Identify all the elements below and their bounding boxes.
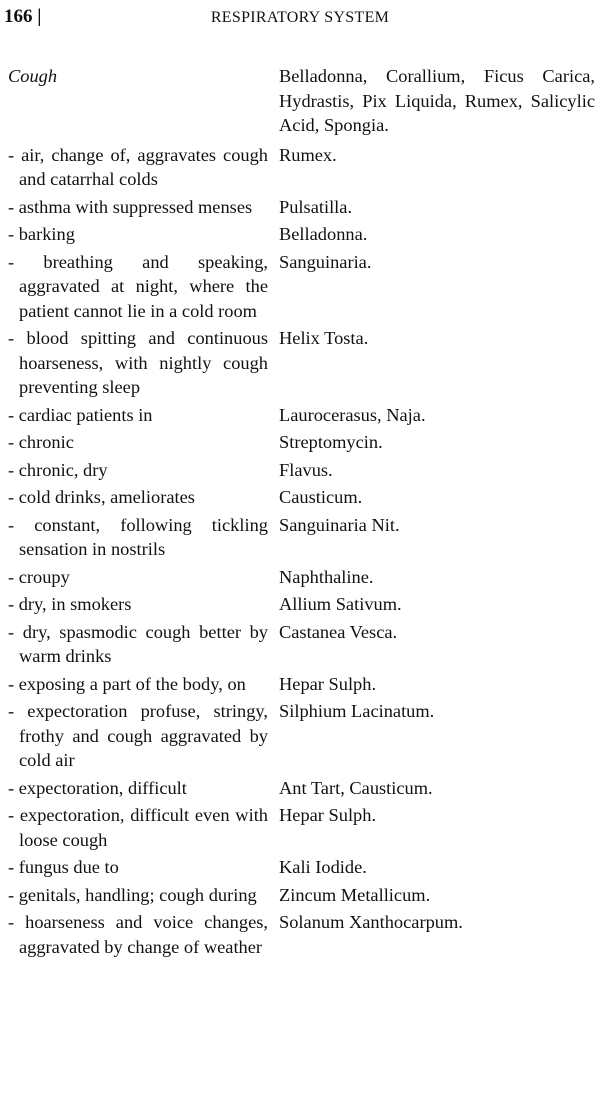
entry-remedy: Sanguinaria Nit. [279, 514, 400, 535]
entry-row [8, 672, 598, 697]
entry-row [8, 803, 598, 852]
entry-row [8, 326, 598, 400]
page-number: 166 | [4, 6, 42, 27]
heading-remedies: Belladonna, Corallium, Ficus Carica, Hydrastis, Pix Liquida, Rumex, Salicylic Acid, Spongia. [279, 66, 595, 135]
entry-remedy: Allium Sativum. [279, 594, 402, 614]
entry-row [8, 565, 598, 590]
entry-symptom: - dry, in smokers [8, 594, 132, 614]
entry-symptom: - cold drinks, ameliorates [8, 487, 195, 507]
entry-symptom: - cardiac patients in [8, 404, 153, 425]
entry-symptom: - exposing a part of the body, on [8, 673, 246, 694]
entry-symptom: - chronic [8, 432, 74, 452]
entry-symptom: - hoarseness and voice changes, aggravated by change of weather [8, 912, 268, 957]
page-header [4, 4, 596, 34]
entry-row [8, 776, 598, 801]
repertory-entries [8, 64, 598, 962]
entry-row [8, 620, 598, 669]
entry-remedy: Naphthaline. [279, 566, 374, 587]
entry-row [8, 195, 598, 220]
entry-remedy: Zincum Metallicum. [279, 884, 431, 905]
entry-symptom: - dry, spasmodic cough better by warm drinks [8, 621, 268, 666]
entry-row [8, 222, 598, 247]
entry-symptom: - expectoration profuse, stringy, frothy and cough aggravated by cold air [8, 701, 268, 770]
entry-remedy: Sanguinaria. [279, 251, 372, 272]
entry-row [8, 855, 598, 880]
entry-remedy: Kali Iodide. [279, 857, 367, 877]
entry-row [8, 250, 598, 324]
entry-row [8, 592, 598, 617]
entry-row [8, 699, 598, 773]
entry-row [8, 403, 598, 428]
entry-row [8, 430, 598, 455]
entry-symptom: - expectoration, difficult [8, 777, 187, 798]
entry-symptom: - chronic, dry [8, 459, 108, 480]
entry-remedy: Ant Tart, Causticum. [279, 777, 433, 798]
entry-symptom: - blood spitting and continuous hoarseness, with nightly cough preventing sleep [8, 328, 268, 397]
entry-symptom: - expectoration, difficult even with loose cough [8, 805, 268, 850]
entry-remedy: Hepar Sulph. [279, 673, 377, 694]
entry-remedy: Streptomycin. [279, 432, 383, 452]
entry-remedy: Helix Tosta. [279, 328, 369, 348]
running-head: RESPIRATORY SYSTEM [210, 9, 390, 26]
heading-row [8, 64, 598, 138]
entry-row [8, 458, 598, 483]
entry-symptom: - croupy [8, 566, 70, 587]
entry-remedy: Solanum Xanthocarpum. [279, 912, 463, 932]
entry-remedy: Castanea Vesca. [279, 621, 398, 642]
entry-row [8, 143, 598, 192]
entry-symptom: - breathing and speaking, aggravated at night, where the patient cannot lie in a cold room [8, 251, 268, 321]
entry-symptom: - barking [8, 224, 75, 244]
entry-row [8, 485, 598, 510]
section-heading: Cough [8, 66, 58, 86]
entry-symptom: - air, change of, aggravates cough and catarrhal colds [8, 144, 268, 189]
entry-symptom: - asthma with suppressed menses [8, 196, 253, 217]
entry-remedy: Belladonna. [279, 224, 368, 244]
entry-symptom: - constant, following tickling sensation in nostrils [8, 514, 268, 559]
entry-remedy: Pulsatilla. [279, 196, 353, 217]
entry-remedy: Hepar Sulph. [279, 805, 377, 825]
entry-remedy: Flavus. [279, 459, 333, 480]
entry-symptom: - fungus due to [8, 857, 119, 877]
entry-row [8, 513, 598, 562]
entry-row [8, 883, 598, 908]
entry-remedy: Silphium Lacinatum. [279, 701, 435, 721]
entry-remedy: Laurocerasus, Naja. [279, 404, 426, 425]
entry-row [8, 910, 598, 959]
entry-symptom: - genitals, handling; cough during [8, 884, 257, 905]
entry-remedy: Rumex. [279, 144, 337, 165]
entry-remedy: Causticum. [279, 487, 363, 507]
